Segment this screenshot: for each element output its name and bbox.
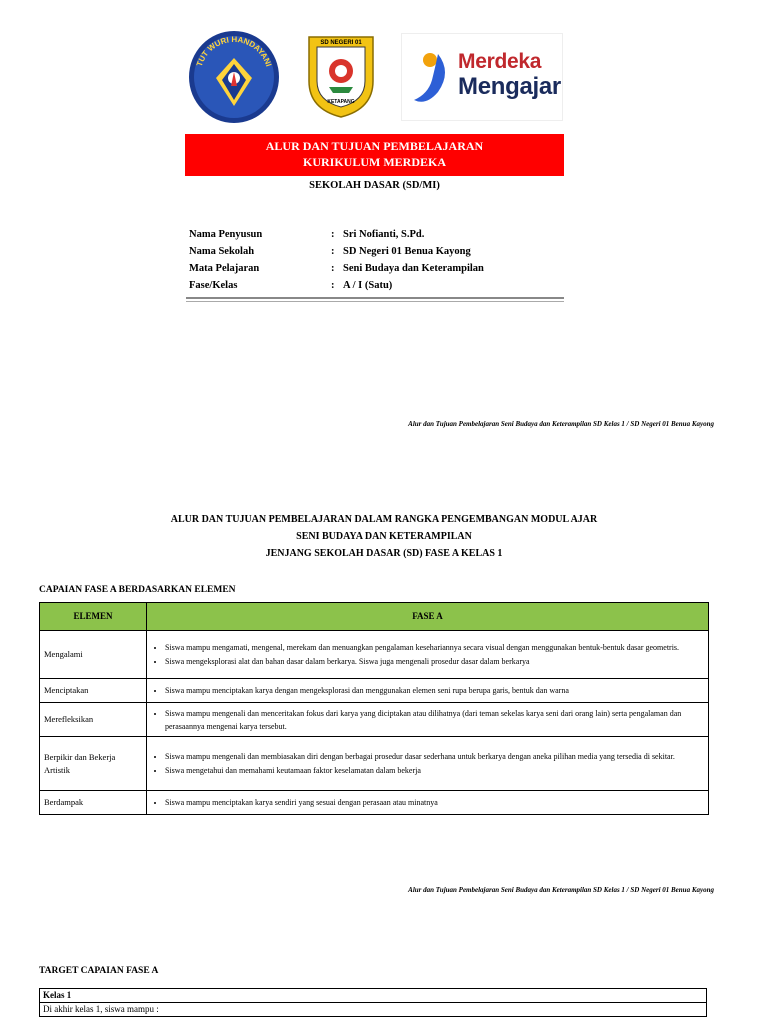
divider [186,297,564,299]
info-row-author: Nama Penyusun : Sri Nofianti, S.Pd. [189,229,484,246]
list-item: • Siswa mengeksplorasi alat dan bahan dasar dalam berkarya. Siswa juga mengenali prosedur dasar dalam berkarya [165,655,704,668]
info-value: SD Negeri 01 Benua Kayong [343,246,471,257]
mengajar-text: Mengajar [458,73,561,100]
title-line-1: ALUR DAN TUJUAN PEMBELAJARAN [265,139,484,153]
fase-cell [147,703,709,737]
target-box-text: Di akhir kelas 1, siswa mampu : [43,1004,159,1014]
table-row [40,737,709,791]
page2-title-line-3: JENJANG SEKOLAH DASAR (SD) FASE A KELAS 1 [265,548,503,559]
sd-logo-top-text: SD NEGERI 01 [320,40,362,46]
list-item: • Siswa mampu mengenali dan membiasakan diri dengan berbagai prosedur dasar sederhana untuk berkarya dengan aneka pilihan media yang tersedia di sekitar. [165,750,704,763]
target-section-title: TARGET CAPAIAN FASE A [39,966,159,976]
table-row [40,631,709,679]
info-label: Fase/Kelas [189,280,238,291]
fase-cell [147,631,709,679]
list-item: • Siswa mampu menciptakan karya sendiri yang sesuai dengan perasaan atau minatnya [165,796,704,809]
divider [186,301,564,302]
element-cell: Berpikir dan Bekerja Artistik [40,737,147,791]
tutwuri-text: TUT WURI HANDAYANI [194,34,274,68]
page2-title-line-2: SENI BUDAYA DAN KETERAMPILAN [296,531,472,542]
table-header-row [40,603,709,631]
capaian-table [39,602,709,815]
info-value: A / I (Satu) [343,280,393,291]
header-fase-a: FASE A [147,603,709,631]
document-title-banner [185,134,564,176]
info-value: Sri Nofianti, S.Pd. [343,229,425,240]
element-cell: Mengalami [40,631,147,679]
title-line-2: KURIKULUM MERDEKA [303,155,446,169]
list-item: • Siswa mampu mengamati, mengenal, merekam dan menuangkan pengalaman kesehariannya secara visual dengan menggunakan bentuk-bentuk dasar geometris. [165,641,704,654]
element-cell: Berdampak [40,791,147,815]
info-row-subject: Mata Pelajaran : Seni Budaya dan Keterampilan [189,263,484,280]
info-label: Nama Penyusun [189,229,263,240]
page2-title-line-1: ALUR DAN TUJUAN PEMBELAJARAN DALAM RANGKA PENGEMBANGAN MODUL AJAR [170,514,598,525]
section-title: CAPAIAN FASE A BERDASARKAN ELEMEN [39,585,236,595]
info-label: Mata Pelajaran [189,263,260,274]
list-item: • Siswa mengetahui dan memahami keutamaan faktor keselamatan dalam bekerja [165,764,704,777]
fase-cell [147,791,709,815]
table-row [40,679,709,703]
list-item: • Siswa mampu mengenali dan menceritakan fokus dari karya yang diciptakan atau dilihatnya (dari teman sekelas karya seni dari orang lain) serta pengalaman dan perasaannya mengenai karya tersebut. [165,707,704,733]
element-cell: Menciptakan [40,679,147,703]
list-item: • Siswa mampu menciptakan karya dengan mengeksplorasi dan menggunakan elemen seni rupa berupa garis, bentuk dan warna [165,684,704,697]
merdeka-mengajar-logo [401,33,563,121]
info-value: Seni Budaya dan Keterampilan [343,263,484,274]
info-label: Nama Sekolah [189,246,255,257]
target-box [39,988,707,1017]
page-footer: Alur dan Tujuan Pembelajaran Seni Budaya dan Keterampilan SD Kelas 1 / SD Negeri 01 Benua Kayong [408,886,714,894]
header-elemen: ELEMEN [40,603,147,631]
element-cell: Merefleksikan [40,703,147,737]
info-row-school: Nama Sekolah : SD Negeri 01 Benua Kayong [189,246,484,263]
fase-cell [147,679,709,703]
table-row [40,791,709,815]
table-row [40,703,709,737]
sd-negeri-01-logo [303,31,379,119]
author-info [189,229,484,297]
tut-wuri-handayani-logo [188,30,280,124]
merdeka-text: Merdeka [458,50,542,73]
document-subtitle: SEKOLAH DASAR (SD/MI) [309,180,440,191]
fase-cell [147,737,709,791]
sd-logo-bottom-text: KETAPANG [327,99,355,105]
target-box-title: Kelas 1 [40,989,706,1003]
info-row-phase: Fase/Kelas : A / I (Satu) [189,280,484,297]
page-footer: Alur dan Tujuan Pembelajaran Seni Budaya dan Keterampilan SD Kelas 1 / SD Negeri 01 Benua Kayong [408,420,714,428]
